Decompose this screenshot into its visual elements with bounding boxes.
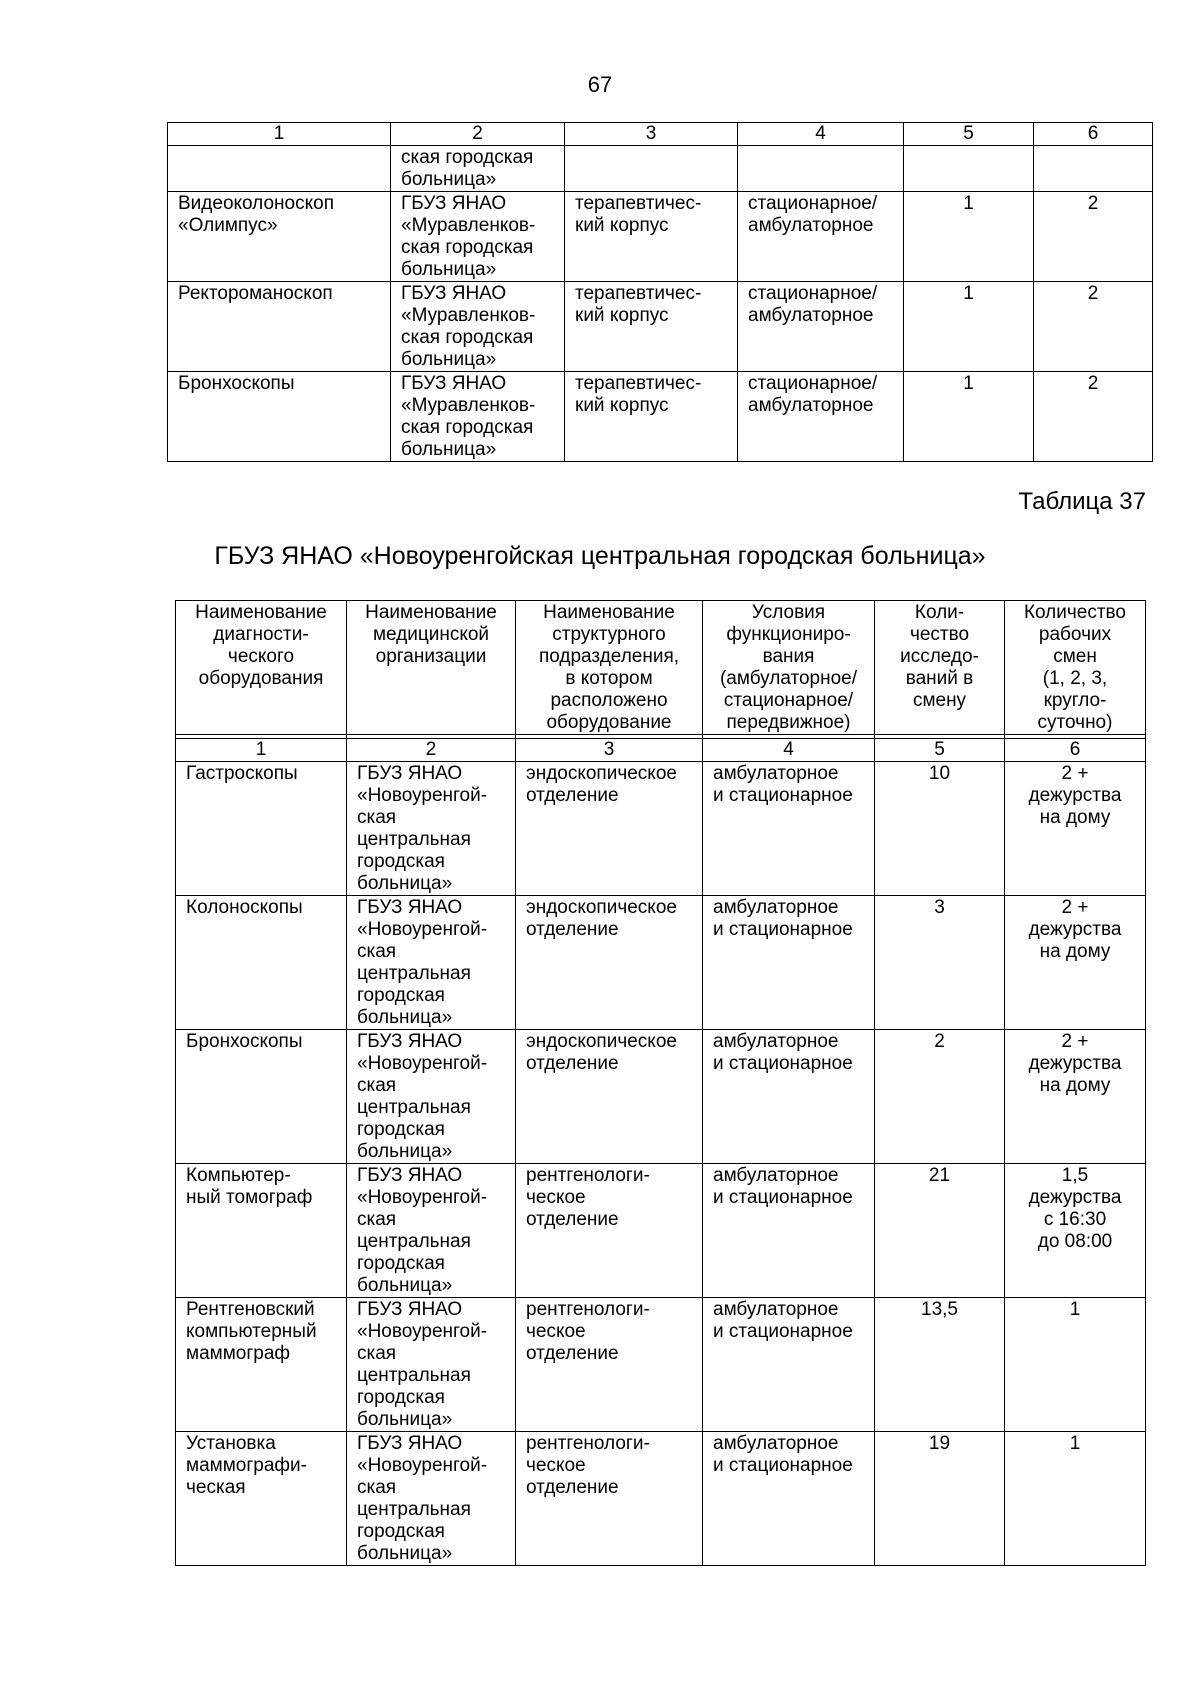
table-row (168, 146, 1153, 192)
organization-cell: ГБУЗ ЯНАО «Новоуренгой- ская центральная городская больница» (347, 896, 516, 1030)
department-cell: терапевтичес- кий корпус (565, 282, 738, 372)
department-cell: рентгенологи- ческое отделение (516, 1164, 703, 1298)
organization-cell: ГБУЗ ЯНАО «Новоуренгой- ская центральная городская больница» (347, 1298, 516, 1432)
equipment-name-cell: Компьютер- ный томограф (176, 1164, 347, 1298)
conditions-cell: стационарное/ амбулаторное (738, 192, 904, 282)
conditions-cell: амбулаторное и стационарное (703, 1164, 875, 1298)
department-cell: терапевтичес- кий корпус (565, 372, 738, 462)
organization-cell: ГБУЗ ЯНАО «Новоуренгой- ская центральная городская больница» (347, 1164, 516, 1298)
studies-count-cell: 13,5 (875, 1298, 1005, 1432)
equipment-table (175, 600, 1146, 1566)
column-header: Наименование структурного подразделения, в котором расположено оборудование (516, 601, 703, 735)
studies-count-cell: 21 (875, 1164, 1005, 1298)
column-header: Количество рабочих смен (1, 2, 3, кругло- суточно) (1005, 601, 1146, 735)
organization-cell: ГБУЗ ЯНАО «Муравленков- ская городская больница» (391, 372, 565, 462)
table-row (176, 896, 1146, 1030)
table-row (176, 1030, 1146, 1164)
column-number: 1 (176, 739, 347, 762)
column-number: 3 (565, 123, 738, 146)
shifts-cell: 1 (1005, 1298, 1146, 1432)
equipment-name-cell: Ректороманоскоп (168, 282, 391, 372)
equipment-name-cell: Бронхоскопы (176, 1030, 347, 1164)
column-header: Наименование медицинской организации (347, 601, 516, 735)
column-number: 2 (347, 739, 516, 762)
studies-count-cell: 10 (875, 762, 1005, 896)
conditions-cell: стационарное/ амбулаторное (738, 282, 904, 372)
conditions-cell: амбулаторное и стационарное (703, 762, 875, 896)
shifts-cell: 1 (1005, 1432, 1146, 1566)
department-cell: рентгенологи- ческое отделение (516, 1298, 703, 1432)
column-header: Наименование диагности- ческого оборудования (176, 601, 347, 735)
column-number-row (176, 739, 1146, 762)
equipment-name-cell: Колоноскопы (176, 896, 347, 1030)
studies-count-cell (904, 146, 1034, 192)
equipment-name-cell: Рентгеновский компьютерный маммограф (176, 1298, 347, 1432)
column-number: 5 (875, 739, 1005, 762)
equipment-name-cell: Видеоколоноскоп «Олимпус» (168, 192, 391, 282)
studies-count-cell: 1 (904, 372, 1034, 462)
column-number: 4 (703, 739, 875, 762)
conditions-cell: амбулаторное и стационарное (703, 1298, 875, 1432)
organization-cell: ГБУЗ ЯНАО «Муравленков- ская городская больница» (391, 282, 565, 372)
column-number: 1 (168, 123, 391, 146)
department-cell: рентгенологи- ческое отделение (516, 1432, 703, 1566)
department-cell: эндоскопическое отделение (516, 896, 703, 1030)
shifts-cell: 2 + дежурства на дому (1005, 896, 1146, 1030)
equipment-name-cell (168, 146, 391, 192)
page-number: 67 (587, 72, 613, 97)
table-row (176, 1432, 1146, 1566)
shifts-cell (1034, 146, 1153, 192)
shifts-cell: 2 + дежурства на дому (1005, 1030, 1146, 1164)
shifts-cell: 2 + дежурства на дому (1005, 762, 1146, 896)
table-row (168, 372, 1153, 462)
studies-count-cell: 2 (875, 1030, 1005, 1164)
column-header: Коли- чество исследо- ваний в смену (875, 601, 1005, 735)
column-number-row (168, 123, 1153, 146)
conditions-cell: амбулаторное и стационарное (703, 1030, 875, 1164)
column-number: 2 (391, 123, 565, 146)
conditions-cell: амбулаторное и стационарное (703, 896, 875, 1030)
department-cell: терапевтичес- кий корпус (565, 192, 738, 282)
column-number: 5 (904, 123, 1034, 146)
column-number: 6 (1034, 123, 1153, 146)
shifts-cell: 2 (1034, 372, 1153, 462)
studies-count-cell: 1 (904, 192, 1034, 282)
organization-cell: ГБУЗ ЯНАО «Муравленков- ская городская больница» (391, 192, 565, 282)
department-cell (565, 146, 738, 192)
table-title: ГБУЗ ЯНАО «Новоуренгойская центральная городская больница» (214, 542, 986, 570)
table-row (176, 762, 1146, 896)
column-header: Условия функциониро- вания (амбулаторное/ стационарное/ передвижное) (703, 601, 875, 735)
equipment-table-continued (167, 122, 1153, 462)
column-number: 6 (1005, 739, 1146, 762)
shifts-cell: 2 (1034, 282, 1153, 372)
organization-cell: ГБУЗ ЯНАО «Новоуренгой- ская центральная городская больница» (347, 762, 516, 896)
table-row (168, 282, 1153, 372)
header-row (176, 601, 1146, 735)
organization-cell: ская городская больница» (391, 146, 565, 192)
equipment-name-cell: Установка маммографи- ческая (176, 1432, 347, 1566)
table-row (176, 1298, 1146, 1432)
equipment-name-cell: Бронхоскопы (168, 372, 391, 462)
organization-cell: ГБУЗ ЯНАО «Новоуренгой- ская центральная городская больница» (347, 1432, 516, 1566)
table-number: Таблица 37 (1018, 488, 1146, 515)
studies-count-cell: 1 (904, 282, 1034, 372)
studies-count-cell: 3 (875, 896, 1005, 1030)
studies-count-cell: 19 (875, 1432, 1005, 1566)
table-row (176, 1164, 1146, 1298)
column-number: 3 (516, 739, 703, 762)
department-cell: эндоскопическое отделение (516, 762, 703, 896)
organization-cell: ГБУЗ ЯНАО «Новоуренгой- ская центральная городская больница» (347, 1030, 516, 1164)
equipment-name-cell: Гастроскопы (176, 762, 347, 896)
shifts-cell: 1,5 дежурства с 16:30 до 08:00 (1005, 1164, 1146, 1298)
column-number: 4 (738, 123, 904, 146)
department-cell: эндоскопическое отделение (516, 1030, 703, 1164)
shifts-cell: 2 (1034, 192, 1153, 282)
conditions-cell: амбулаторное и стационарное (703, 1432, 875, 1566)
table-row (168, 192, 1153, 282)
conditions-cell: стационарное/ амбулаторное (738, 372, 904, 462)
conditions-cell (738, 146, 904, 192)
